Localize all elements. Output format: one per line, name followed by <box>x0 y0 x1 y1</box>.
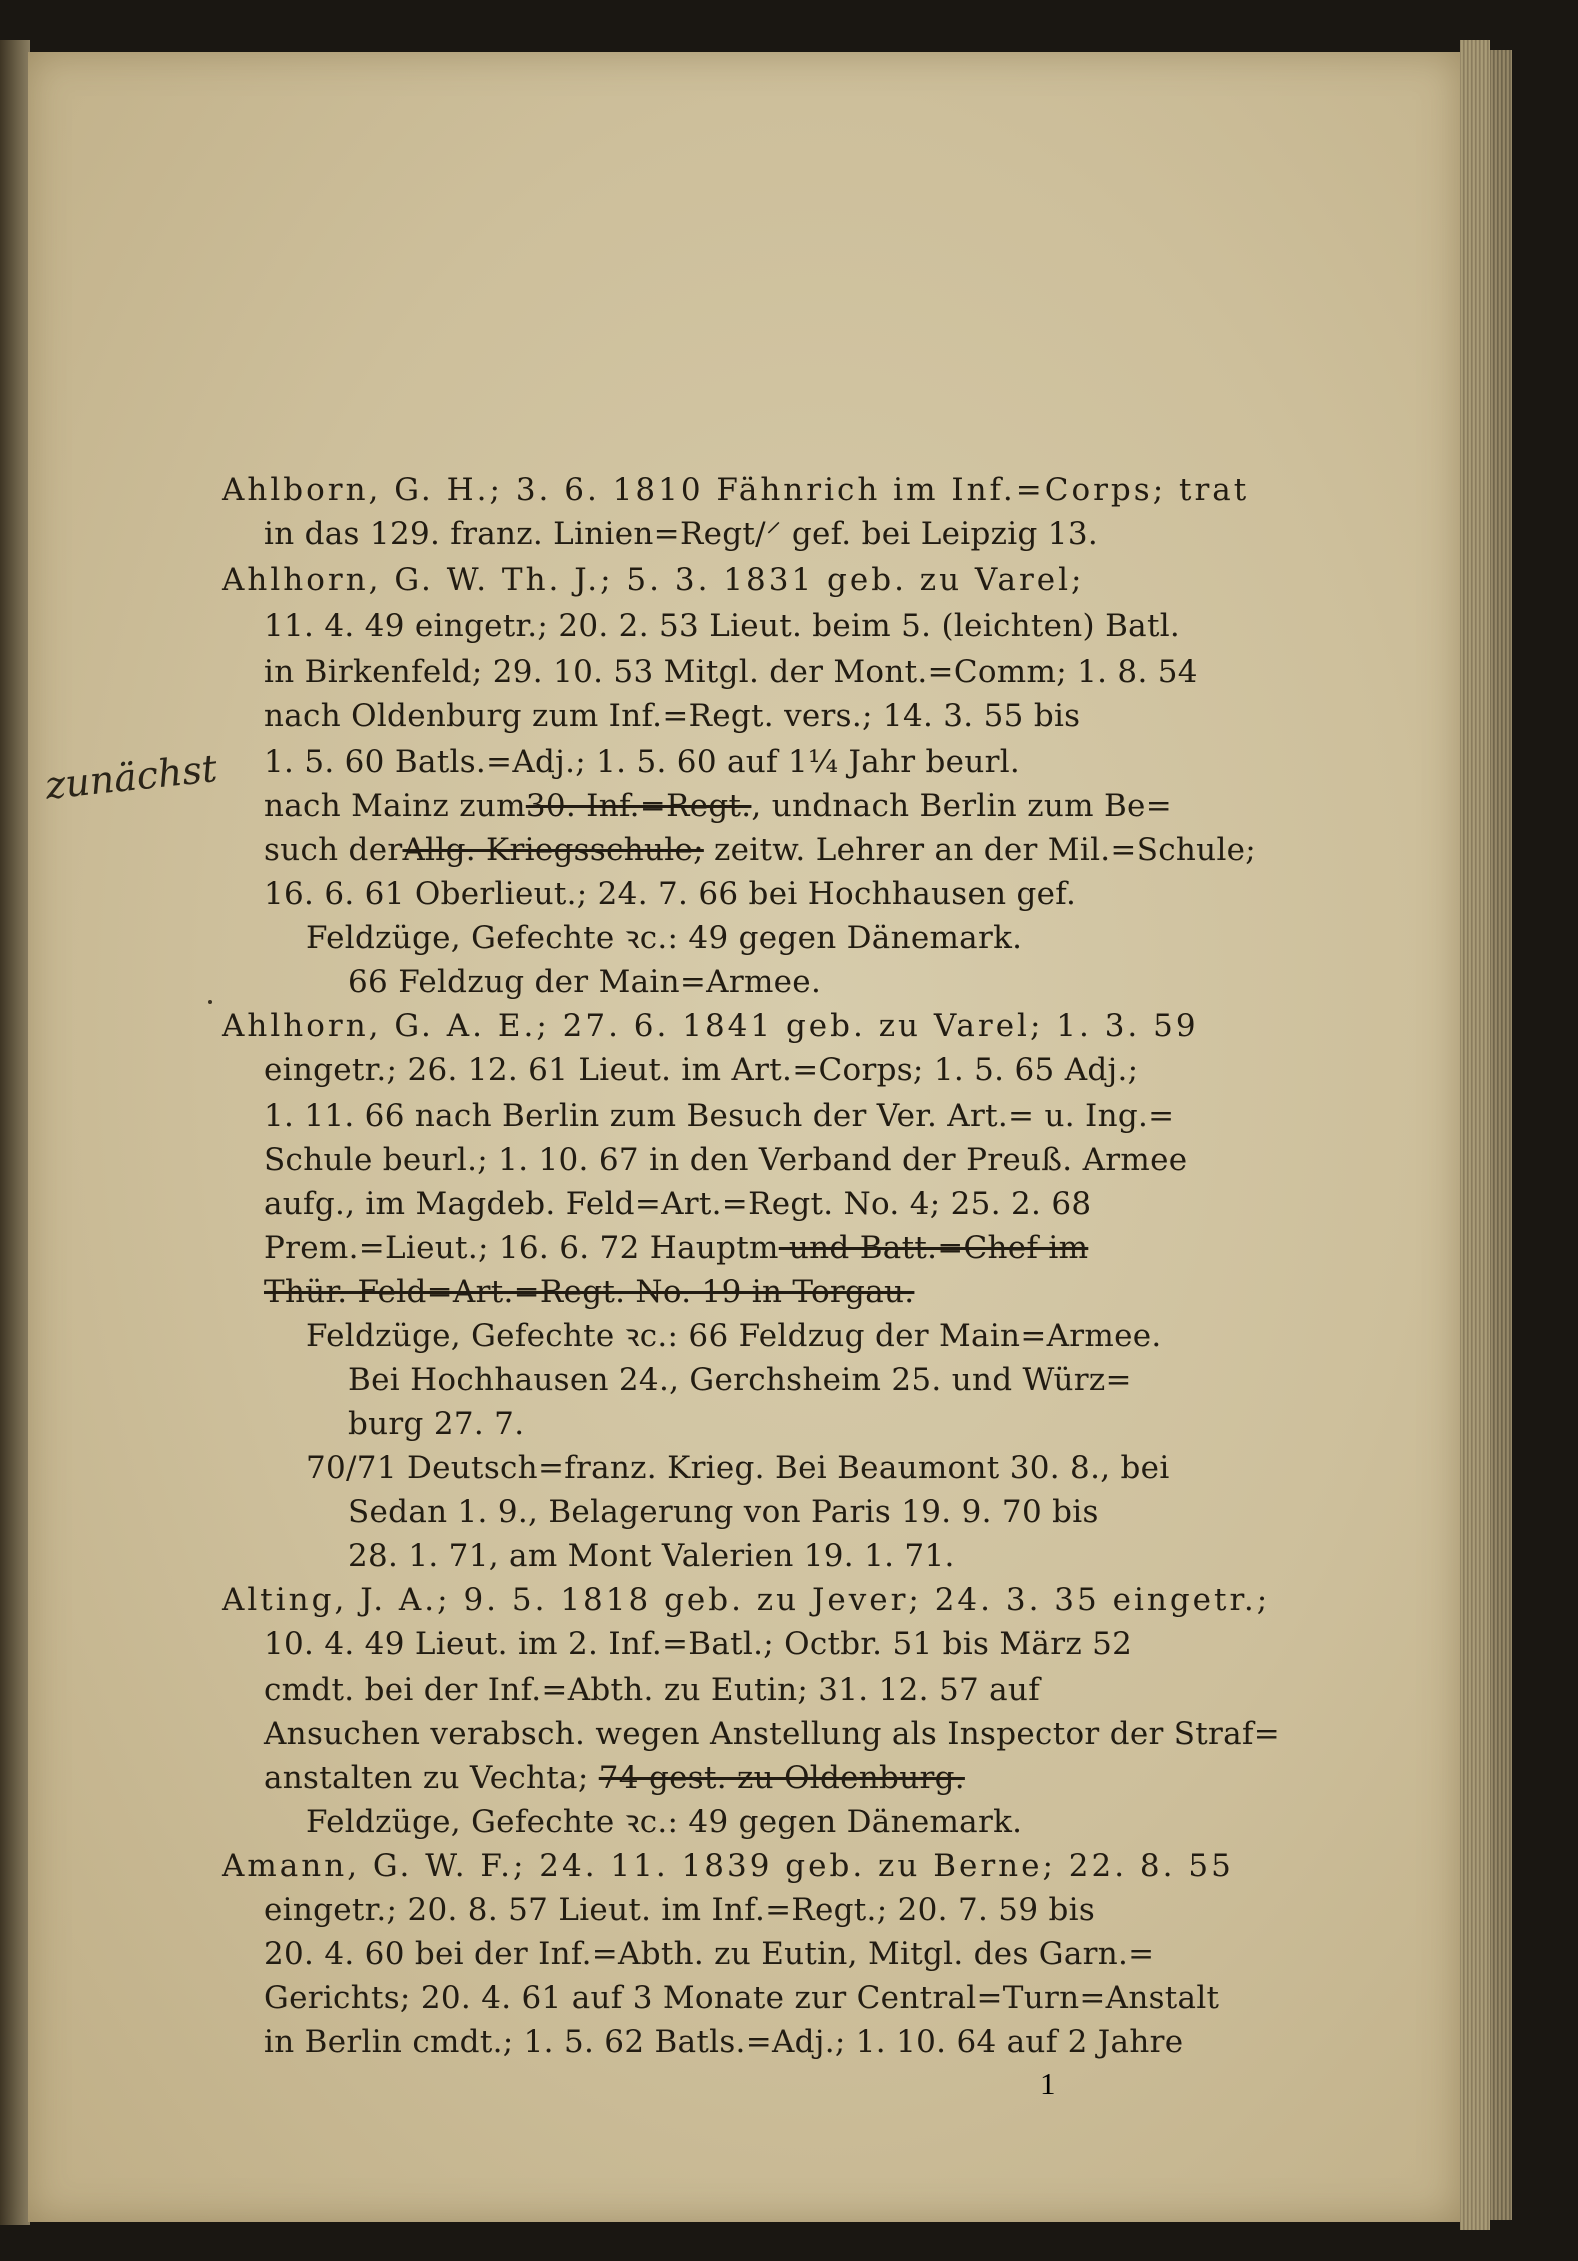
text-line: Ahlborn, G. H.; 3. 6. 1810 Fähnrich im Inf.=Corps; trat <box>222 472 1250 508</box>
text-line: Bei Hochhausen 24., Gerchsheim 25. und Würz= <box>348 1362 1132 1398</box>
text-line <box>264 1756 965 1800</box>
text-line: 10. 4. 49 Lieut. im 2. Inf.=Batl.; Octbr. 51 bis März 52 <box>264 1626 1133 1662</box>
text-line: in Birkenfeld; 29. 10. 53 Mitgl. der Mont.=Comm; 1. 8. 54 <box>264 654 1198 690</box>
struck-text: Allg. Kriegsschule; <box>402 832 704 868</box>
text-line: aufg., im Magdeb. Feld=Art.=Regt. No. 4; 25. 2. 68 <box>264 1186 1092 1222</box>
text-line: 11. 4. 49 eingetr.; 20. 2. 53 Lieut. beim 5. (leichten) Batl. <box>264 608 1181 644</box>
text-fragment: Prem.=Lieut.; 16. 6. 72 Hauptm <box>264 1230 779 1266</box>
text-line: Schule beurl.; 1. 10. 67 in den Verband der Preuß. Armee <box>264 1142 1188 1178</box>
text-line: Ahlhorn, G. A. E.; 27. 6. 1841 geb. zu Varel; 1. 3. 59 <box>222 1008 1199 1044</box>
text-line: Feldzüge, Gefechte ꝛc.: 66 Feldzug der Main=Armee. <box>306 1318 1162 1354</box>
text-line: 28. 1. 71, am Mont Valerien 19. 1. 71. <box>348 1538 955 1574</box>
text-fragment: anstalten zu Vechta; <box>264 1760 589 1796</box>
text-line: 66 Feldzug der Main=Armee. <box>348 964 822 1000</box>
text-line: 16. 6. 61 Oberlieut.; 24. 7. 66 bei Hochhausen gef. <box>264 876 1077 912</box>
text-line: eingetr.; 26. 12. 61 Lieut. im Art.=Corps; 1. 5. 65 Adj.; <box>264 1052 1139 1088</box>
page-number: 1 <box>1040 2066 1056 2101</box>
text-line: 20. 4. 60 bei der Inf.=Abth. zu Eutin, Mitgl. des Garn.= <box>264 1936 1155 1972</box>
text-line <box>264 828 1256 872</box>
struck-text: 74 gest. zu Oldenburg. <box>598 1760 965 1796</box>
text-fragment: zeitw. Lehrer an der Mil.=Schule; <box>703 832 1257 868</box>
struck-text-line: Thür. Feld=Art.=Regt. No. 19 in Torgau. <box>264 1274 915 1310</box>
text-fragment: such der <box>264 832 403 868</box>
text-line: Ansuchen verabsch. wegen Anstellung als Inspector der Straf= <box>264 1716 1281 1752</box>
ink-mark <box>208 1000 212 1004</box>
text-line: burg 27. 7. <box>348 1406 525 1442</box>
text-line: Sedan 1. 9., Belagerung von Paris 19. 9. 70 bis <box>348 1494 1099 1530</box>
text-line: Ahlhorn, G. W. Th. J.; 5. 3. 1831 geb. zu Varel; <box>222 562 1085 598</box>
text-line: Feldzüge, Gefechte ꝛc.: 49 gegen Dänemark. <box>306 920 1023 956</box>
text-line: nach Oldenburg zum Inf.=Regt. vers.; 14. 3. 55 bis <box>264 698 1081 734</box>
text-line: 1. 11. 66 nach Berlin zum Besuch der Ver. Art.= u. Ing.= <box>264 1098 1175 1134</box>
text-line <box>264 1226 1088 1270</box>
struck-text: 30. Inf.=Regt. <box>525 788 752 824</box>
text-fragment: , und <box>751 788 833 824</box>
text-line <box>264 784 1172 828</box>
text-line: 1. 5. 60 Batls.=Adj.; 1. 5. 60 auf 1¼ Jahr beurl. <box>264 744 1021 780</box>
text-line: 70/71 Deutsch=franz. Krieg. Bei Beaumont 30. 8., bei <box>306 1450 1170 1486</box>
text-fragment: nach Mainz zum <box>264 788 526 824</box>
struck-text: und Batt.=Chef im <box>778 1230 1089 1266</box>
text-line: in das 129. franz. Linien=Regt/⸍ gef. bei Leipzig 13. <box>264 516 1098 552</box>
text-line: Gerichts; 20. 4. 61 auf 3 Monate zur Central=Turn=Anstalt <box>264 1980 1220 2016</box>
handwritten-margin-note: zunächst <box>43 746 219 808</box>
text-line: Amann, G. W. F.; 24. 11. 1839 geb. zu Berne; 22. 8. 55 <box>222 1848 1234 1884</box>
text-line: in Berlin cmdt.; 1. 5. 62 Batls.=Adj.; 1. 10. 64 auf 2 Jahre <box>264 2024 1184 2060</box>
text-line: eingetr.; 20. 8. 57 Lieut. im Inf.=Regt.; 20. 7. 59 bis <box>264 1892 1096 1928</box>
text-line: Alting, J. A.; 9. 5. 1818 geb. zu Jever; 24. 3. 35 eingetr.; <box>222 1582 1271 1618</box>
text-fragment: nach Berlin zum Be= <box>832 788 1172 824</box>
text-line: Feldzüge, Gefechte ꝛc.: 49 gegen Dänemark. <box>306 1804 1023 1840</box>
text-line: cmdt. bei der Inf.=Abth. zu Eutin; 31. 12. 57 auf <box>264 1672 1040 1708</box>
